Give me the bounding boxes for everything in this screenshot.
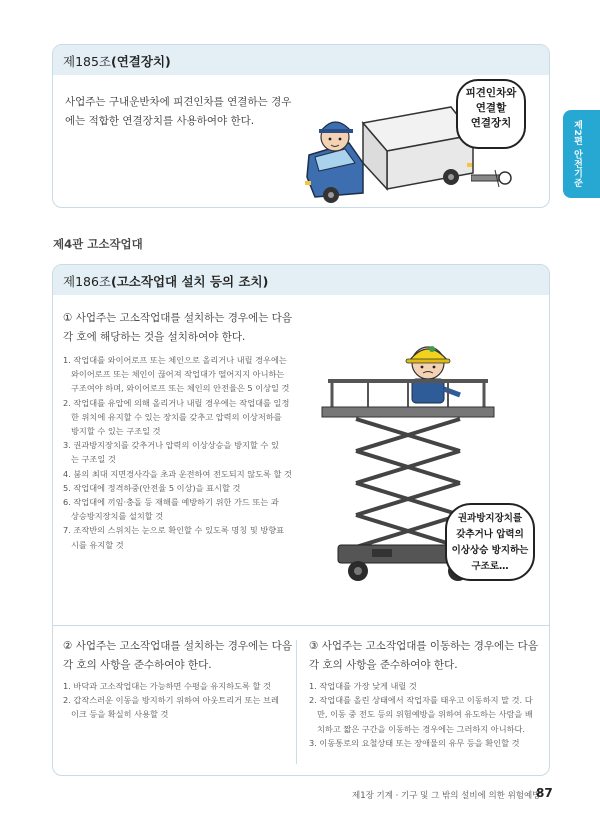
article-185-number: 제185조 bbox=[63, 54, 112, 69]
bubble-line: 권과방지장치를 bbox=[457, 513, 523, 524]
bubble-line: 연결할 bbox=[475, 102, 507, 114]
article-185-card bbox=[52, 44, 550, 208]
article-186-card bbox=[52, 264, 550, 776]
paragraph-1-items bbox=[63, 353, 299, 552]
coupler-icon bbox=[471, 165, 515, 195]
bubble-line: 구조로… bbox=[471, 561, 509, 572]
list-item: 치하고 짧은 구간을 이동하는 경우에는 그러하지 아니하다. bbox=[317, 723, 526, 734]
divider bbox=[53, 625, 549, 626]
paragraph-3-items bbox=[309, 679, 545, 750]
page-number: 87 bbox=[536, 786, 553, 800]
list-item: 2. 작업대를 올린 상태에서 작업자를 태우고 이동하지 말 것. 다 bbox=[309, 695, 533, 706]
list-item: 2. 갑작스러운 이동을 방지하기 위하여 아웃트리거 또는 브레 bbox=[63, 695, 279, 706]
bubble-line: 연결장치 bbox=[470, 117, 512, 129]
list-item: 구조여야 하며, 와이어로프 또는 체인의 안전율은 5 이상일 것 bbox=[71, 383, 290, 394]
article-185-title: (연결장치) bbox=[111, 54, 171, 69]
list-item: 1. 작업대를 와이어로프 또는 체인으로 올리거나 내릴 경우에는 bbox=[63, 355, 287, 365]
list-item: 한 위치에 유지할 수 있는 장치를 갖추고 압력의 이상저하를 bbox=[71, 411, 282, 422]
section-title: 제4관 고소작업대 bbox=[53, 237, 143, 251]
article-186-header bbox=[53, 265, 549, 295]
list-item: 3. 이동통로의 요철상태 또는 장애물의 유무 등을 확인할 것 bbox=[309, 737, 520, 748]
bubble-line: 갖추거나 압력의 bbox=[456, 529, 524, 540]
list-item: 만, 이동 중 전도 등의 위험예방을 위하여 유도하는 사람을 배 bbox=[317, 709, 533, 720]
column-separator bbox=[296, 640, 297, 764]
paragraph-2-lead: ② 사업주는 고소작업대를 설치하는 경우에는 다음 각 호의 사항을 준수하여야 한다. bbox=[63, 640, 292, 671]
list-item: 시를 유지할 것 bbox=[71, 539, 124, 550]
footer-chapter: 제1장 기계 · 기구 및 그 밖의 설비에 의한 위험예방 bbox=[352, 791, 541, 801]
article-185-header bbox=[53, 45, 549, 75]
side-tab bbox=[563, 110, 600, 198]
truck-illustration bbox=[301, 77, 481, 203]
list-item: 6. 작업대에 끼임·충돌 등 재해를 예방하기 위한 가드 또는 과 bbox=[63, 497, 279, 508]
article-185-body: 사업주는 구내운반차에 피견인차를 연결하는 경우에는 적합한 연결장치를 사용하여야 한다. bbox=[65, 96, 292, 127]
paragraph-2-items bbox=[63, 679, 295, 722]
list-item: 2. 작업대를 유압에 의해 올리거나 내릴 경우에는 작업대를 일정 bbox=[63, 397, 290, 408]
list-item: 방지할 수 있는 구조일 것 bbox=[71, 426, 161, 437]
paragraph-3-lead: ③ 사업주는 고소작업대를 이동하는 경우에는 다음 각 호의 사항을 준수하여야 한다. bbox=[309, 640, 538, 671]
list-item: 3. 권과방지장치를 갖추거나 압력의 이상상승을 방지할 수 있 bbox=[63, 440, 279, 451]
article-186-number: 제186조 bbox=[63, 274, 112, 289]
list-item: 4. 붐의 최대 지면경사각을 초과 운전하여 전도되지 않도록 할 것 bbox=[63, 468, 292, 479]
side-tab-label: 제2편 안전기준 bbox=[572, 120, 582, 188]
list-item: 는 구조일 것 bbox=[71, 454, 116, 465]
article-186-speech-bubble bbox=[445, 503, 535, 581]
list-item: 1. 바닥과 고소작업대는 가능하면 수평을 유지하도록 할 것 bbox=[63, 681, 271, 691]
bubble-line: 피견인차와 bbox=[465, 87, 517, 99]
list-item: 와이어로프 또는 체인이 끊어져 작업대가 떨어지지 아니하는 bbox=[71, 369, 285, 380]
paragraph-1-lead: ① 사업주는 고소작업대를 설치하는 경우에는 다음 각 호에 해당하는 것을 설치하여야 한다. bbox=[63, 312, 292, 343]
list-item: 1. 작업대를 가장 낮게 내릴 것 bbox=[309, 681, 417, 691]
list-item: 7. 조작반의 스위치는 눈으로 확인할 수 있도록 명칭 및 방향표 bbox=[63, 525, 285, 536]
article-185-speech-bubble bbox=[456, 79, 526, 149]
list-item: 상승방지장치를 설치할 것 bbox=[71, 511, 164, 522]
article-186-title: (고소작업대 설치 등의 조치) bbox=[111, 274, 269, 289]
list-item: 이크 등을 확실히 사용할 것 bbox=[71, 709, 169, 720]
list-item: 5. 작업대에 정격하중(안전율 5 이상)을 표시할 것 bbox=[63, 482, 241, 493]
bubble-line: 이상상승 방지하는 bbox=[451, 545, 529, 556]
